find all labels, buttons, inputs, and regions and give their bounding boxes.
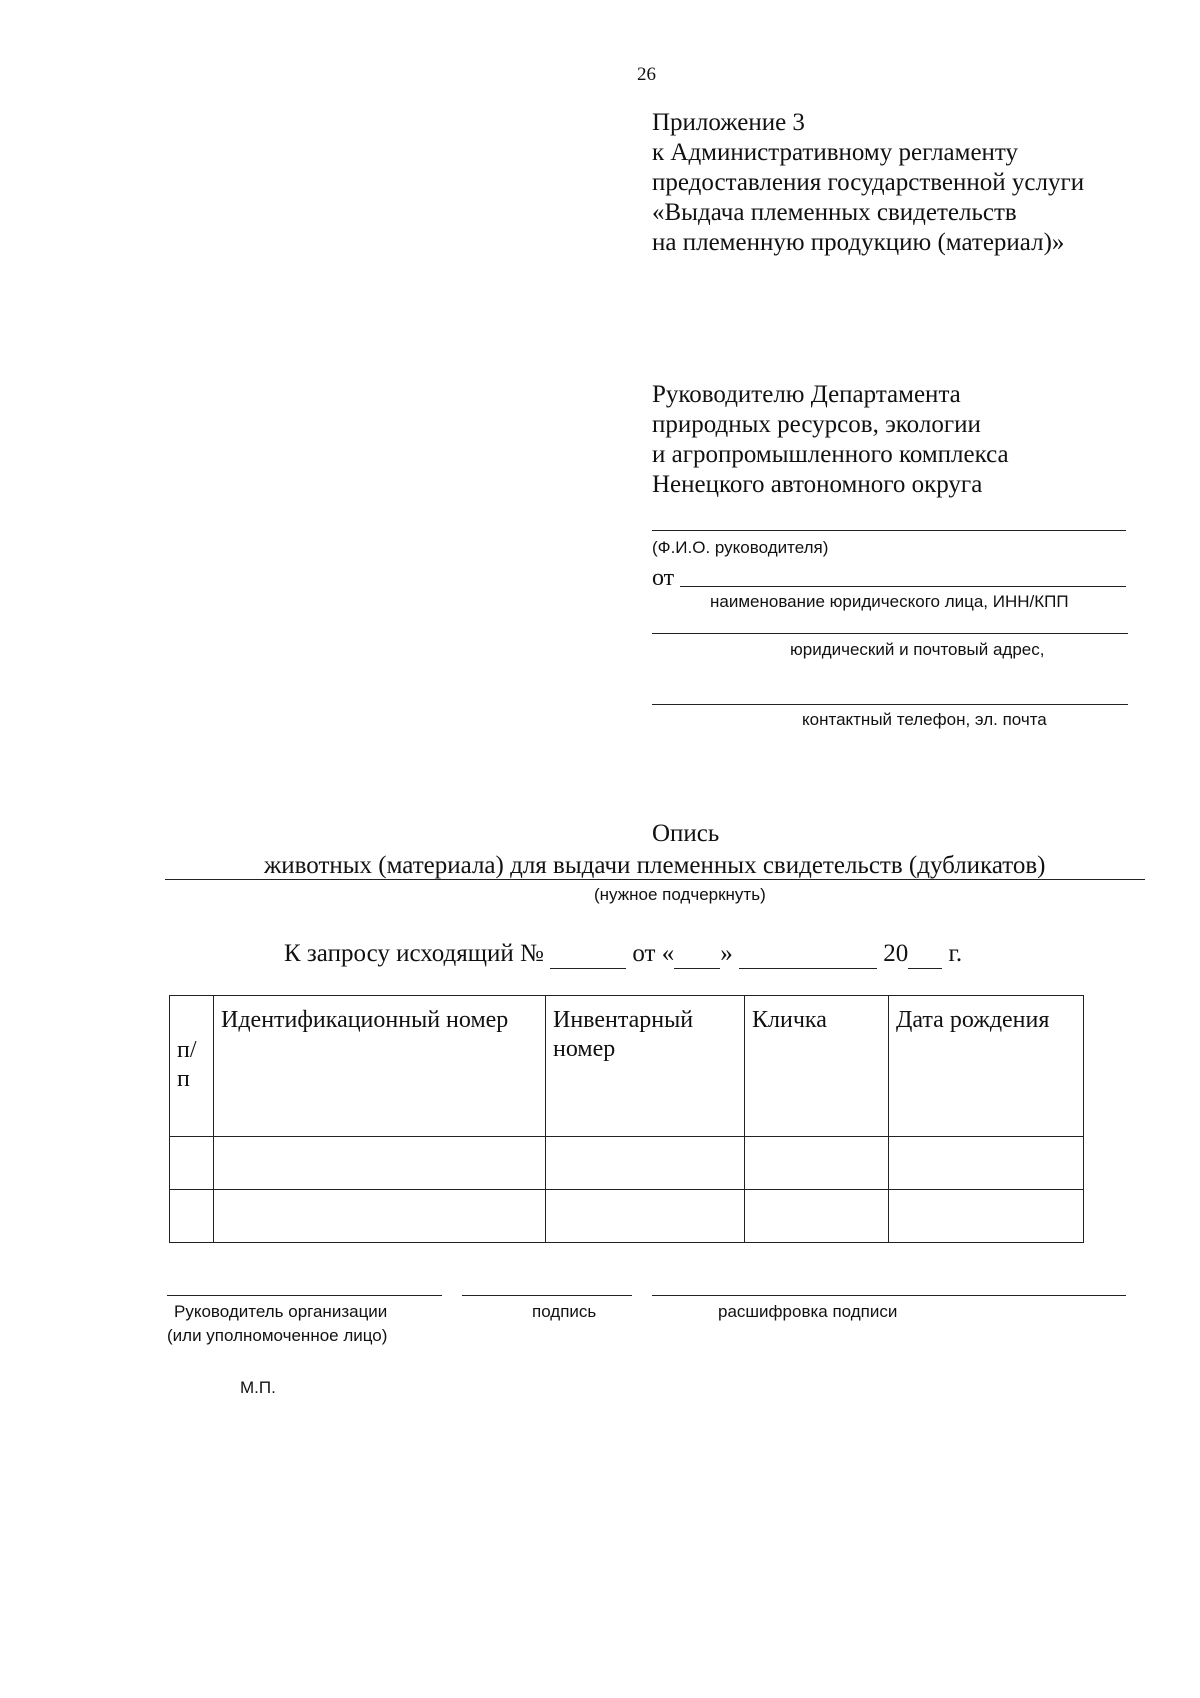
request-number-field[interactable] (550, 940, 626, 969)
page-number: 26 (637, 64, 656, 85)
from-label: от (652, 565, 675, 591)
table-cell[interactable] (745, 1190, 889, 1243)
role-caption-2: (или уполномоченное лицо) (167, 1326, 388, 1345)
appendix-line: на племенную продукцию (материал)» (652, 229, 1065, 256)
col-number-header: п/ п (170, 996, 214, 1137)
table-cell[interactable] (214, 1190, 546, 1243)
contact-caption: контактный телефон, эл. почта (802, 710, 1047, 729)
appendix-line: к Административному регламенту (652, 139, 1019, 166)
col-id-header: Идентификационный номер (214, 996, 546, 1137)
entity-line[interactable] (680, 586, 1126, 587)
entity-caption: наименование юридического лица, ИНН/КПП (710, 592, 1069, 611)
addressee-line: Руководителю Департамента (652, 381, 961, 408)
col-inventory-header: Инвентарный номер (546, 996, 745, 1137)
table-cell[interactable] (546, 1137, 745, 1190)
table-row (170, 1190, 1084, 1243)
table-cell[interactable] (546, 1190, 745, 1243)
col-birthdate-header: Дата рождения (889, 996, 1084, 1137)
stamp-placeholder: М.П. (240, 1378, 276, 1397)
appendix-header (652, 108, 1084, 258)
table-header-row (170, 996, 1084, 1137)
appendix-line: предоставления государственной услуги (652, 169, 1085, 196)
table-cell[interactable] (170, 1190, 214, 1243)
head-name-caption: (Ф.И.О. руководителя) (652, 538, 829, 557)
underline-note: (нужное подчеркнуть) (594, 885, 766, 904)
decoding-line[interactable] (652, 1295, 1126, 1296)
request-year-field[interactable] (908, 940, 942, 969)
request-close-quote: » (720, 940, 733, 967)
signature-line[interactable] (462, 1295, 632, 1296)
address-caption: юридический и почтовый адрес, (790, 640, 1045, 659)
col-name-header: Кличка (745, 996, 889, 1137)
request-year-suffix: г. (948, 940, 963, 967)
document-title: Опись (652, 820, 720, 847)
appendix-line: Приложение 3 (652, 109, 805, 136)
role-caption-1: Руководитель организации (174, 1302, 388, 1321)
request-year-prefix: 20 (883, 940, 909, 967)
table-cell[interactable] (889, 1190, 1084, 1243)
signature-caption: подпись (532, 1302, 597, 1321)
request-line (284, 940, 962, 969)
animals-table (169, 995, 1084, 1243)
addressee-line: и агропромышленного комплекса (652, 441, 1009, 468)
addressee-line: Ненецкого автономного округа (652, 471, 983, 498)
appendix-line: «Выдача племенных свидетельств (652, 199, 1017, 226)
contact-line[interactable] (652, 704, 1128, 705)
table-cell[interactable] (214, 1137, 546, 1190)
role-line[interactable] (167, 1295, 442, 1296)
table-cell[interactable] (745, 1137, 889, 1190)
head-name-line[interactable] (652, 530, 1126, 531)
subtitle-underline (165, 879, 1145, 880)
address-line[interactable] (652, 633, 1128, 634)
addressee-block (652, 380, 1009, 500)
request-prefix: К запросу исходящий № (284, 940, 544, 967)
decoding-caption: расшифровка подписи (718, 1302, 898, 1321)
table-cell[interactable] (889, 1137, 1084, 1190)
addressee-line: природных ресурсов, экологии (652, 411, 981, 438)
request-from: от « (632, 940, 675, 967)
table-cell[interactable] (170, 1137, 214, 1190)
request-day-field[interactable] (674, 940, 720, 969)
table-row (170, 1137, 1084, 1190)
document-subtitle: животных (материала) для выдачи племенных свидетельств (дубликатов) (264, 852, 1046, 879)
request-month-field[interactable] (739, 940, 877, 969)
